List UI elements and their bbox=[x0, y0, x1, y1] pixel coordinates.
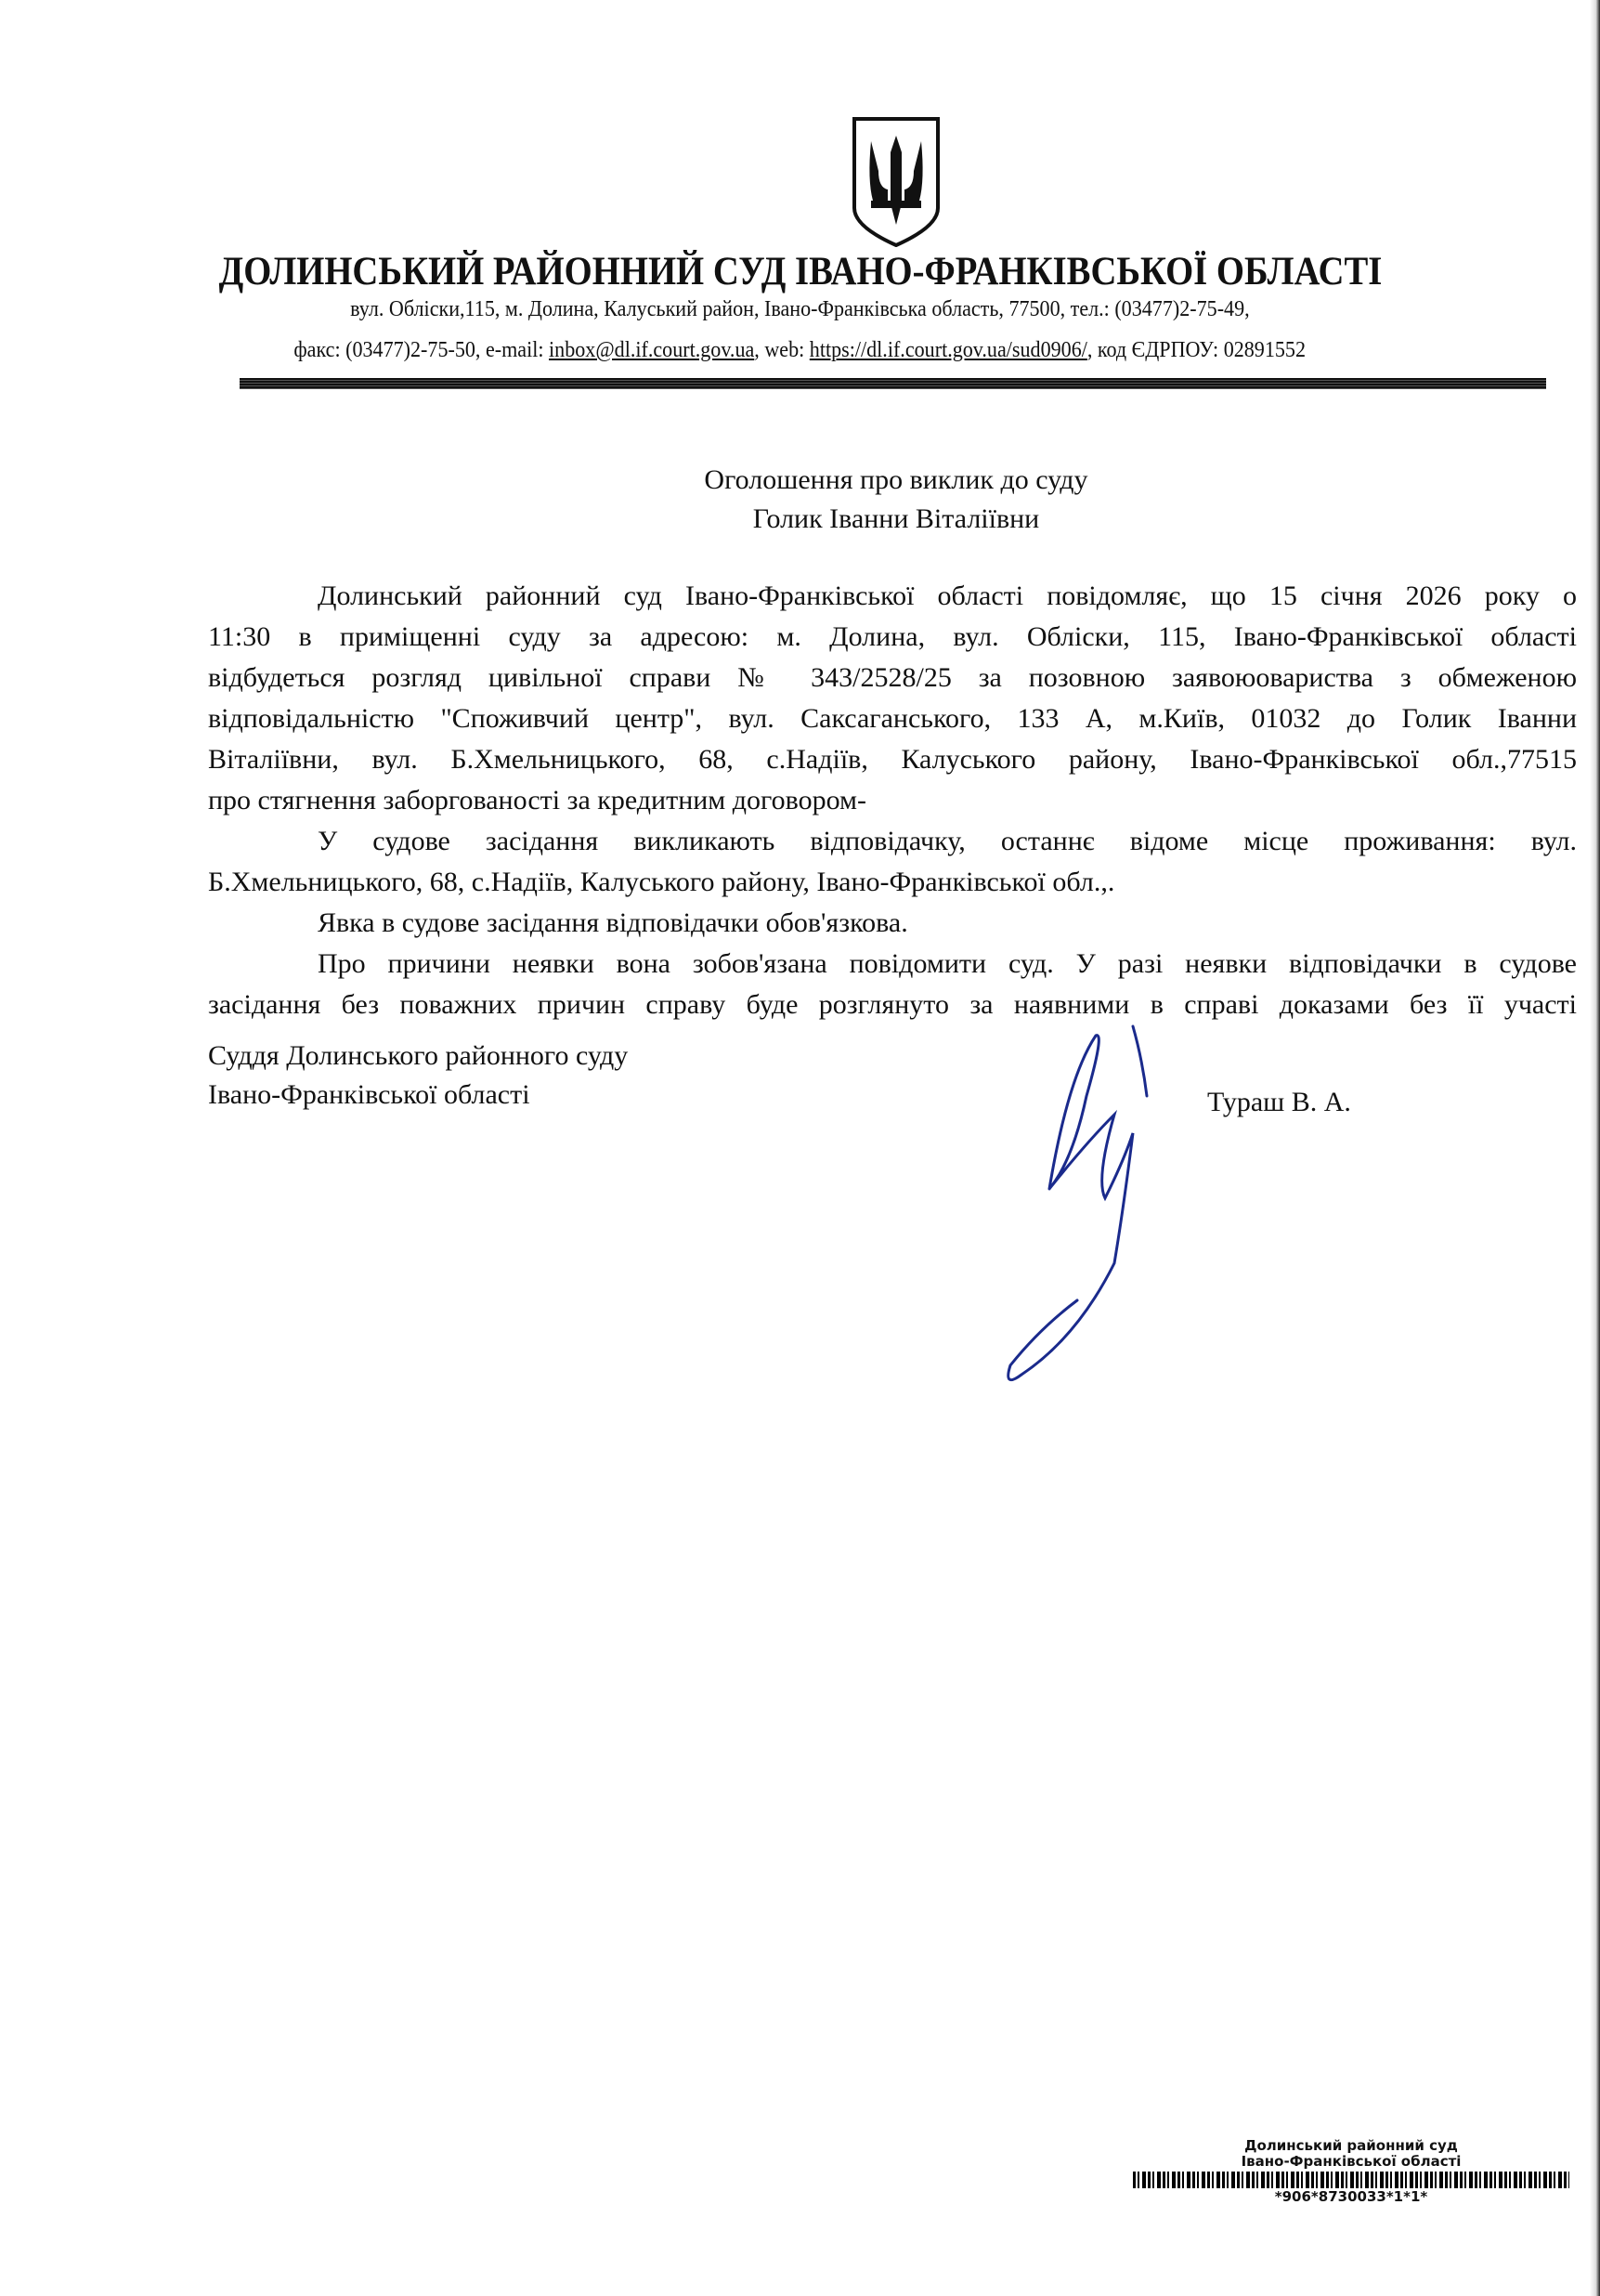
judge-position-line: Суддя Долинського районного суду bbox=[208, 1040, 629, 1071]
stamp-line: Долинський районний суд bbox=[1244, 2137, 1458, 2154]
body-line: Явка в судове засідання відповідачки обов'язкова. bbox=[318, 907, 908, 938]
body-line: Б.Хмельницького, 68, с.Надіїв, Калуського району, Івано-Франківської обл.,. bbox=[208, 867, 1115, 897]
court-contacts: факс: (03477)2-75-50, e-mail: inbox@dl.if.court.gov.ua, web: https://dl.if.court.gov.ua/sud0906/, код ЄДРПОУ: 02891552 bbox=[293, 338, 1307, 362]
email-link[interactable]: inbox@dl.if.court.gov.ua bbox=[549, 338, 755, 362]
web-link[interactable]: https://dl.if.court.gov.ua/sud0906/ bbox=[810, 338, 1088, 362]
judge-name: Тураш В. А. bbox=[1207, 1087, 1351, 1117]
body-line: відбудеться розгляд цивільної справи № 343/2528/25 за позовною заявоюовариства з обмеженою bbox=[208, 662, 1577, 693]
header-divider bbox=[240, 378, 1546, 389]
registry-stamp bbox=[1124, 2138, 1579, 2205]
stamp-line: Івано-Франківської області bbox=[1241, 2153, 1462, 2170]
court-address: вул. Обліски,115, м. Долина, Калуський район, Івано-Франківська область, 77500, тел.: (03477)2-75-49, bbox=[350, 297, 1250, 321]
body-line: засідання без поважних причин справу буде розглянуто за наявними в справі доказами без її участі bbox=[208, 989, 1577, 1020]
notice-heading: Оголошення про виклик до суду bbox=[704, 464, 1088, 495]
judge-position bbox=[208, 1037, 628, 1115]
judge-position-line: Івано-Франківської області bbox=[208, 1079, 530, 1110]
handwritten-signature bbox=[984, 1022, 1207, 1393]
notice-body bbox=[208, 576, 1577, 1025]
body-line: Віталіївни, вул. Б.Хмельницького, 68, с.Надіїв, Калуського району, Івано-Франківської обл.,77515 bbox=[208, 744, 1577, 775]
body-line: Долинський районний суд Івано-Франківської області повідомляє, що 15 січня 2026 року о bbox=[318, 581, 1577, 611]
barcode-number: *906*8730033*1*1* bbox=[1274, 2188, 1428, 2205]
notice-addressee: Голик Іванни Віталіївни bbox=[752, 503, 1040, 534]
body-line: про стягнення заборгованості за кредитним договором- bbox=[208, 785, 866, 815]
body-line: відповідальністю "Споживчий центр", вул. Саксаганського, 133 А, м.Київ, 01032 до Голик Іванни bbox=[208, 703, 1577, 734]
barcode bbox=[1133, 2172, 1569, 2188]
body-line: 11:30 в приміщенні суду за адресою: м. Долина, вул. Обліски, 115, Івано-Франківської області bbox=[208, 621, 1577, 652]
body-line: У судове засідання викликають відповідачку, останнє відоме місце проживання: вул. bbox=[318, 826, 1577, 856]
court-title: ДОЛИНСЬКИЙ РАЙОННИЙ СУД ІВАНО-ФРАНКІВСЬКОЇ ОБЛАСТІ bbox=[218, 250, 1382, 294]
scan-edge bbox=[1590, 0, 1600, 2296]
coat-of-arms-icon bbox=[851, 115, 942, 247]
body-line: Про причини неявки вона зобов'язана повідомити суд. У разі неявки відповідачки в судове bbox=[318, 948, 1577, 979]
